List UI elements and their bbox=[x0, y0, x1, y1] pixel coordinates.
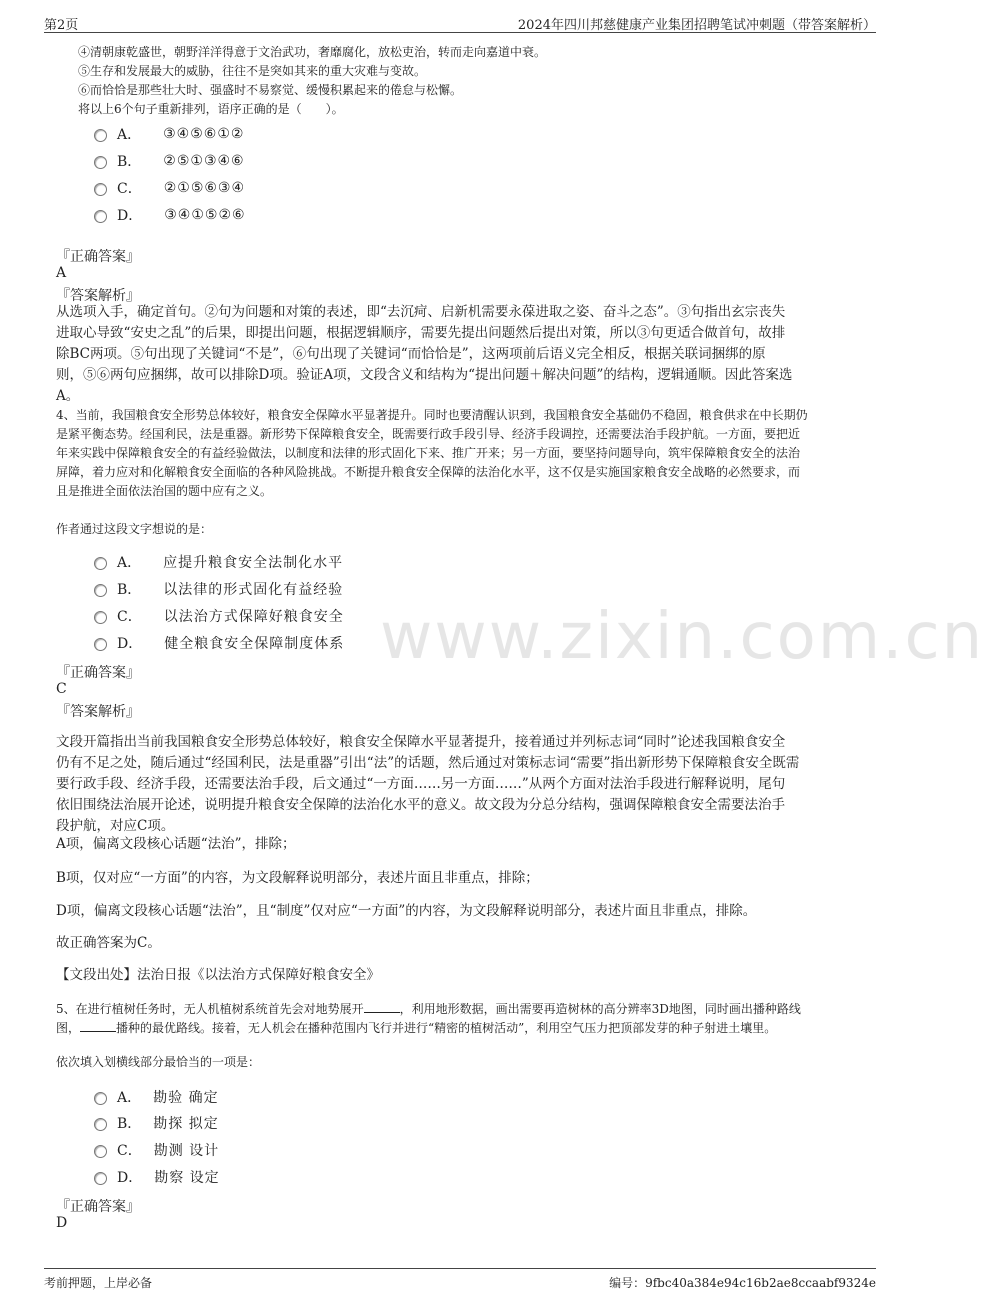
radio-icon[interactable] bbox=[94, 1145, 107, 1158]
analysis-line: 则，⑤⑥两句应捆绑，故可以排除D项。验证A项，文段含义和结构为“提出问题＋解决问题”的结构，逻辑通顺。因此答案选 bbox=[56, 367, 793, 383]
q3-analysis bbox=[56, 302, 876, 407]
radio-icon[interactable] bbox=[94, 1172, 107, 1185]
q3-option-c[interactable]: C． ②①⑤⑥③④ bbox=[94, 178, 245, 198]
q3-option-a[interactable]: A． ③④⑤⑥①② bbox=[94, 124, 244, 144]
q4-stem bbox=[56, 406, 876, 501]
q4-source: 【文段出处】法治日报《以法治方式保障好粮食安全》 bbox=[56, 967, 380, 983]
analysis-line: 进取心导致“安史之乱”的后果，即提出问题，根据逻辑顺序，需要先提出问题然后提出对策，所以③句更适合做首句，故排 bbox=[56, 325, 786, 341]
q5-question: 依次填入划横线部分最恰当的一项是： bbox=[56, 1055, 261, 1069]
q5-answer-label: 『正确答案』 bbox=[56, 1199, 140, 1215]
analysis-line: 文段开篇指出当前我国粮食安全形势总体较好，粮食安全保障水平显著提升，接着通过并列标志词“同时”论述我国粮食安全 bbox=[56, 734, 786, 750]
q4-note: B项，仅对应“一方面”的内容，为文段解释说明部分，表述片面且非重点，排除； bbox=[56, 870, 539, 886]
page-number: 第2页 bbox=[44, 18, 79, 33]
q3-option-d[interactable]: D． ③④①⑤②⑥ bbox=[94, 205, 246, 225]
stem-line: 屏障，着力应对和化解粮食安全面临的各种风险挑战。不断提升粮食安全保障的法治化水平，这不仅是实施国家粮食安全战略的必然要求，而 bbox=[56, 465, 801, 479]
q5-option-c[interactable]: C． 勘测 设计 bbox=[94, 1140, 219, 1160]
radio-icon[interactable] bbox=[94, 183, 107, 196]
q4-note: D项，偏离文段核心话题“法治”，且“制度”仅对应“一方面”的内容，为文段解释说明部分，表述片面且非重点，排除。 bbox=[56, 903, 757, 919]
q3-line: ⑤生存和发展最大的威胁，往往不是突如其来的重大灾难与变故。 bbox=[78, 64, 427, 78]
q4-question: 作者通过这段文字想说的是： bbox=[56, 522, 213, 536]
radio-icon[interactable] bbox=[94, 129, 107, 142]
stem-line: 是紧平衡态势。经国利民，法是重器。新形势下保障粮食安全，既需要行政手段引导、经济手段调控，还需要法治手段护航。一方面，要把近 bbox=[56, 427, 801, 441]
radio-icon[interactable] bbox=[94, 584, 107, 597]
q5-option-a[interactable]: A． 勘验 确定 bbox=[94, 1087, 219, 1107]
q4-analysis bbox=[56, 732, 876, 837]
analysis-line: 除BC两项。⑤句出现了关键词“不是”，⑥句出现了关键词“而恰恰是”，这两项前后语义完全相反，根据关联词捆绑的原 bbox=[56, 346, 766, 362]
analysis-line: 段护航，对应C项。 bbox=[56, 818, 175, 834]
q4-answer: C bbox=[56, 681, 67, 697]
radio-icon[interactable] bbox=[94, 1092, 107, 1105]
stem-line: 5、在进行植树任务时，无人机植树系统首先会对地势展开 ，利用地形数据，画出需要再造树林的高分辨率3D地图，同时画出播种路线 bbox=[56, 1002, 801, 1016]
stem-line: 且是推进全面依法治国的题中应有之义。 bbox=[56, 484, 273, 498]
q5-option-b[interactable]: B． 勘探 拟定 bbox=[94, 1113, 219, 1133]
q5-answer: D bbox=[56, 1215, 68, 1231]
q4-option-b[interactable]: B． 以法律的形式固化有益经验 bbox=[94, 579, 343, 599]
analysis-line: 仍有不足之处，随后通过“经国利民，法是重器”引出“法”的话题，然后通过对策标志词“需要”指出新形势下保障粮食安全既需 bbox=[56, 755, 800, 771]
q5-option-d[interactable]: D． 勘察 设定 bbox=[94, 1167, 220, 1187]
q3-answer-label: 『正确答案』 bbox=[56, 249, 140, 265]
watermark: www.zixin.com.cn bbox=[380, 600, 984, 674]
q4-answer-label: 『正确答案』 bbox=[56, 665, 140, 681]
analysis-line: 要行政手段、经济手段，还需要法治手段，后文通过“一方面……另一方面……”从两个方面对法治手段进行解释说明，尾句 bbox=[56, 776, 786, 792]
q3-line: ④清朝康乾盛世，朝野洋洋得意于文治武功，奢靡腐化，放松吏治，转而走向嘉道中衰。 bbox=[78, 45, 547, 59]
q3-stem bbox=[78, 43, 546, 119]
q3-option-b[interactable]: B． ②⑤①③④⑥ bbox=[94, 151, 245, 171]
blank-line bbox=[80, 1019, 116, 1032]
analysis-line: A。 bbox=[56, 388, 80, 404]
analysis-line: 依旧围绕法治展开论述，说明提升粮食安全保障的法治化水平的意义。故文段为分总分结构，强调保障粮食安全需要法治手 bbox=[56, 797, 785, 813]
q3-line: ⑥而恰恰是那些壮大时、强盛时不易察觉、缓慢积累起来的倦怠与松懈。 bbox=[78, 83, 463, 97]
radio-icon[interactable] bbox=[94, 638, 107, 651]
q4-option-d[interactable]: D． 健全粮食安全保障制度体系 bbox=[94, 633, 344, 653]
radio-icon[interactable] bbox=[94, 210, 107, 223]
document-title: 2024年四川邦慈健康产业集团招聘笔试冲刺题（带答案解析） bbox=[517, 18, 876, 33]
stem-line: 年来实践中保障粮食安全的有益经验做法，以制度和法律的形式固化下来、推广开来；另一方面，要坚持问题导向，筑牢保障粮食安全的法治 bbox=[56, 446, 801, 460]
footer-slogan: 考前押题，上岸必备 bbox=[44, 1276, 153, 1290]
radio-icon[interactable] bbox=[94, 557, 107, 570]
q4-option-a[interactable]: A． 应提升粮食安全法制化水平 bbox=[94, 552, 343, 572]
q3-analysis-label: 『答案解析』 bbox=[56, 288, 140, 304]
radio-icon[interactable] bbox=[94, 156, 107, 169]
q3-answer: A bbox=[56, 265, 67, 281]
stem-line: 图， 播种的最优路线。接着，无人机会在播种范围内飞行并进行“精密的植树活动”，利用空气压力把顶部发芽的种子射进土壤里。 bbox=[56, 1021, 777, 1035]
blank-line bbox=[364, 1000, 400, 1013]
document-id: 编号：9fbc40a384e94c16b2ae8ccaabf9324e bbox=[609, 1276, 876, 1290]
q4-conclusion: 故正确答案为C。 bbox=[56, 935, 161, 951]
q4-note: A项，偏离文段核心话题“法治”，排除； bbox=[56, 836, 296, 852]
q4-analysis-label: 『答案解析』 bbox=[56, 704, 140, 720]
stem-line: 4、当前，我国粮食安全形势总体较好，粮食安全保障水平显著提升。同时也要清醒认识到，我国粮食安全基础仍不稳固，粮食供求在中长期仍 bbox=[56, 408, 808, 422]
analysis-line: 从选项入手，确定首句。②句为问题和对策的表述，即“去沉疴、启新机需要永葆进取之姿、奋斗之态”。③句指出玄宗丧失 bbox=[56, 304, 786, 320]
page-footer bbox=[44, 1268, 876, 1297]
radio-icon[interactable] bbox=[94, 611, 107, 624]
radio-icon[interactable] bbox=[94, 1118, 107, 1131]
page-header bbox=[44, 8, 876, 33]
q4-option-c[interactable]: C． 以法治方式保障好粮食安全 bbox=[94, 606, 344, 626]
q5-stem bbox=[56, 1000, 876, 1038]
q3-question: 将以上6个句子重新排列，语序正确的是（ ）。 bbox=[78, 102, 344, 116]
